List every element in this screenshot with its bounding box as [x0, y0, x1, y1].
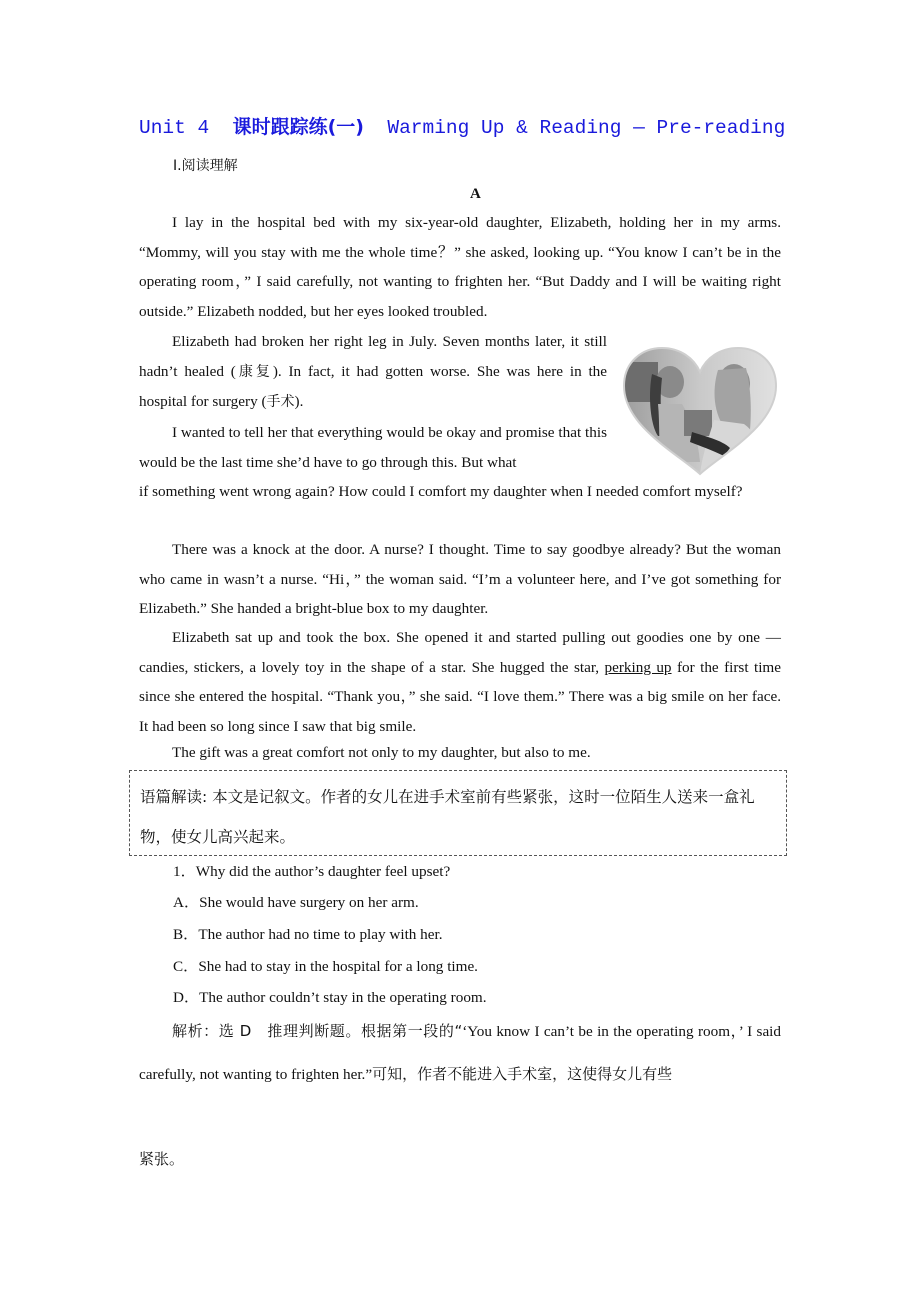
- option-key: B．: [173, 926, 199, 943]
- paragraph-1: I lay in the hospital bed with my six-year-old daughter, Elizabeth, holding her in my arms. “Mommy, will you stay with me the whole time？” she asked, looking up. “You know I can’t be in the operating room，” I said carefully, not wanting to frighten her. “But Daddy and I will be waiting right outside.” Elizabeth nodded, but her eyes looked troubled.: [139, 214, 781, 321]
- option-key: A．: [173, 894, 200, 911]
- option-d: [173, 986, 487, 1007]
- gloss-heal: 康复: [235, 363, 273, 380]
- option-text: She would have surgery on her arm.: [199, 894, 419, 911]
- option-b: [173, 923, 443, 944]
- analysis-prefix: 解析：选 D 推理判断题。根据第一段的“: [172, 1022, 463, 1040]
- unit-label: Unit 4: [139, 117, 210, 139]
- title-en: Warming Up & Reading — Pre-reading: [387, 117, 786, 139]
- section-heading: Ⅰ.阅读理解: [173, 158, 238, 174]
- question-number: 1．: [173, 863, 196, 880]
- analysis-tail: 紧张。: [139, 1150, 185, 1168]
- title-cn: 课时跟踪练(一): [232, 116, 364, 138]
- paragraph-2-text-a: Elizabeth had broken her right leg in July. Seven months later, it still hadn’t healed (: [139, 333, 607, 380]
- question-text: Why did the author’s daughter feel upset?: [195, 863, 451, 880]
- option-text: She had to stay in the hospital for a long time.: [198, 958, 478, 975]
- question-stem: [173, 860, 450, 881]
- option-c: [173, 955, 478, 976]
- paragraph-2: [139, 327, 607, 418]
- option-text: The author couldn’t stay in the operating room.: [199, 989, 487, 1006]
- paragraph-5: [139, 623, 781, 742]
- underlined-phrase: perking up: [604, 658, 672, 676]
- heart-photo-icon: [618, 344, 782, 478]
- paragraph-5-text-a: Elizabeth sat up and took the box. She opened it and started pulling out goodies one by one — candies, stickers, a lovely toy in the shape of a star. She hugged the star,: [139, 629, 781, 676]
- paragraph-3b: if something went wrong again? How could I comfort my daughter when I needed comfort myself?: [139, 483, 743, 500]
- paragraph-6: The gift was a great comfort not only to my daughter, but also to me.: [172, 744, 591, 761]
- option-key: C．: [173, 958, 199, 975]
- gloss-surgery: 手术: [266, 394, 295, 411]
- summary-box: [129, 770, 787, 856]
- analysis: [139, 1010, 781, 1096]
- summary-label: 语篇解读:: [140, 788, 208, 806]
- summary-text: 本文是记叙文。作者的女儿在进手术室前有些紧张，这时一位陌生人送来一盒礼物，使女儿高兴起来。: [140, 788, 755, 846]
- analysis-suffix: 可知，作者不能进入手术室，这使得女儿有些: [372, 1065, 673, 1083]
- paragraph-4: There was a knock at the door. A nurse? I thought. Time to say goodbye already? But the woman who came in wasn’t a nurse. “Hi，” the woman said. “I’m a volunteer here, and I’ve got something for Elizabeth.” She handed a bright-blue box to my daughter.: [139, 541, 781, 618]
- passage-label: A: [470, 186, 481, 202]
- paragraph-5-text-b: for the first time since she entered the hospital. “Thank you，” she said. “I love them.” There was a big smile on her face. It had been so long since I saw that big smile.: [139, 658, 781, 736]
- option-text: The author had no time to play with her.: [198, 926, 443, 943]
- paragraph-2-text-b: ). In fact, it had gotten worse. She was here in the hospital for surgery (: [139, 362, 608, 411]
- option-a: [173, 891, 419, 912]
- page-title: [139, 112, 799, 139]
- paragraph-3a: I wanted to tell her that everything would be okay and promise that this would be the last time she’d have to go through this. But what: [139, 424, 607, 471]
- analysis-quote: ‘You know I can’t be in the operating room，’ I said carefully, not wanting to frighten her.”: [139, 1023, 781, 1083]
- option-key: D．: [173, 989, 200, 1006]
- paragraph-2-text-c: ).: [294, 393, 304, 411]
